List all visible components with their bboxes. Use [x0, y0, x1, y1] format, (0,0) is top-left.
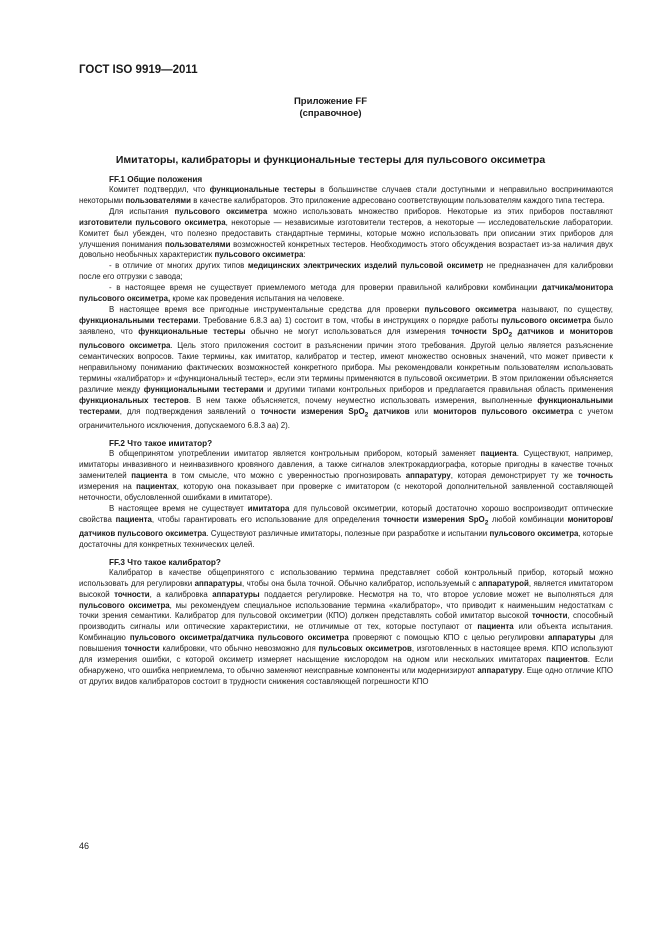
section-heading: FF.2 Что такое имитатор?: [109, 439, 213, 449]
section-heading: FF.3 Что такое калибратор?: [109, 557, 221, 567]
appendix-title: Приложение FF: [293, 96, 368, 107]
paragraph: Комитет подтвердил, что функциональные тестеры в большинстве случаев стали доступными и неправильно воспринимаются некоторыми пользователями в качестве калибраторов. Это приложение адресовано соответствующим пользователям каждого типа тестера.: [79, 185, 613, 205]
paragraph: - в отличие от многих других типов медицинских электрических изделий пульсовой оксиметр не предназначен для калибровки после его отгрузки с завода;: [79, 261, 613, 282]
main-title: Имитаторы, калибраторы и функциональные тестеры для пульсового оксиметра: [115, 154, 546, 166]
appendix-subtitle: (справочное): [299, 108, 362, 119]
paragraph: - в настоящее время не существует приемлемого метода для проверки правильной калибровки комбинации датчика/монитора пульсового оксиметра, кроме как проведения испытания на человеке.: [79, 283, 613, 304]
paragraph: В общепринятом употреблении имитатор является контрольным прибором, который заменяет пациента. Существуют, например, имитаторы инвазивного и неинвазивного кровяного давления, а также сигналов электрокардиографа, которые пригодны в качестве точных заменителей пациента в том смысле, что можно с уверенностью прогнозировать аппаратуру, которая демонстрирует ту же точность измерения на пациентах, которую она показывает при проверке с имитатором (с некоторой дополнительной заявленной составляющей неточности, обусловленной ошибками в имитаторе).: [79, 449, 613, 502]
standard-header: ГОСТ ISO 9919—2011: [79, 64, 198, 76]
section-heading: FF.1 Общие положения: [109, 175, 203, 184]
page-number: 46: [79, 841, 90, 851]
paragraph: В настоящее время не существует имитатора для пульсовой оксиметрии, который достаточно хорошо воспроизводит оптические свойства пациента, чтобы гарантировать его использование для определения точности измерения SpO$_2$ любой комбинации мониторов/датчиков пульсового оксиметра. Существуют различные имитаторы, полезные при разработке и испытании пульсового оксиметра, которые достаточны для конкретных технических целей.: [79, 503, 613, 549]
paragraph: В настоящее время все пригодные инструментальные средства для проверки пульсового оксиметра называют, по существу, функциональными тестерами. Требование 6.8.3 аа) 1) состоит в том, чтобы в инструкциях о порядке работы пульсового оксиметра было заявлено, что функциональные тестеры обычно не могут использоваться для измерения точности SpO$_2$ датчиков и мониторов пульсового оксиметра. Цель этого приложения состоит в разъяснении причин этого требования. Другой целью является разъяснение семантических вопросов. Такие термины, как имитатор, калибратор и тестер, имеют множество основных значений, что может привести к неправильному пониманию фактических возможностей конкретного прибора. Мы рекомендовали конкретным пользователям использовать термины «калибратор» и «функциональный тестер», если эти термины применяются в пульсовой оксиметрии. В этом приложении объясняется различие между функциональными тестерами и другими типами контрольных приборов и предлагается правильная область применения функциональных тестеров. В нем также объясняется, почему неуместно использовать измерения, выполненные функциональными тестерами, для подтверждения заявлений о точности измерения SpO$_2$ датчиков или мониторов пульсового оксиметра с учетом ограничительного исключения, допускаемого 6.8.3 аа) 2).: [79, 304, 614, 431]
document-body: [79, 174, 613, 688]
paragraph: Калибратор в качестве общепринятого с использованию термина представляет собой контрольный прибор, который можно использовать для регулировки аппаратуры, чтобы она была точной. Обычно калибратор, используемый с аппаратурой, является имитатором высокой точности, а калибровка аппаратуры поддается регулировке. Несмотря на то, что второе условие может не выполняться для пульсового оксиметра, мы рекомендуем специальное использование термина «калибратор», что приводит к наименьшим недостаткам с точки зрения семантики. Калибратор для пульсовой оксиметрии (КПО) должен представлять собой имитатор высокой точности, способный производить сигналы или оптические характеристики, не отличимые от тех, которые поступают от пациента или объекта испытания. Комбинацию пульсового оксиметра/датчика пульсового оксиметра проверяют с помощью КПО с целью регулировки аппаратуры для повышения точности калибровки, что обычно невозможно для пульсовых оксиметров, изготовленных в настоящее время. КПО используют для измерения ошибки, с которой оксиметр измеряет насыщение кислородом на одном или нескольких имитаторах пациентов. Если обнаружено, что ошибка неприемлема, то обычно заменяют неисправные компоненты или модернизируют аппаратуру. Еще одно отличие КПО от других видов калибраторов состоит в трудности снижения составляющей погрешности КПО: [79, 567, 614, 686]
paragraph: Для испытания пульсового оксиметра можно использовать множество приборов. Некоторые из этих приборов поставляют изготовители пульсового оксиметра, некоторые — независимые изготовители тестеров, а некоторые — исследовательские лаборатории. Комитет был убежден, что полезно предоставить стандартные термины, которые можно использовать при описании этих приборов для улучшения понимания пользователями возможностей конкретных тестеров. Необходимость этого обсуждения возрастает из-за наличия двух довольно необычных характеристик пульсового оксиметра:: [79, 206, 614, 260]
